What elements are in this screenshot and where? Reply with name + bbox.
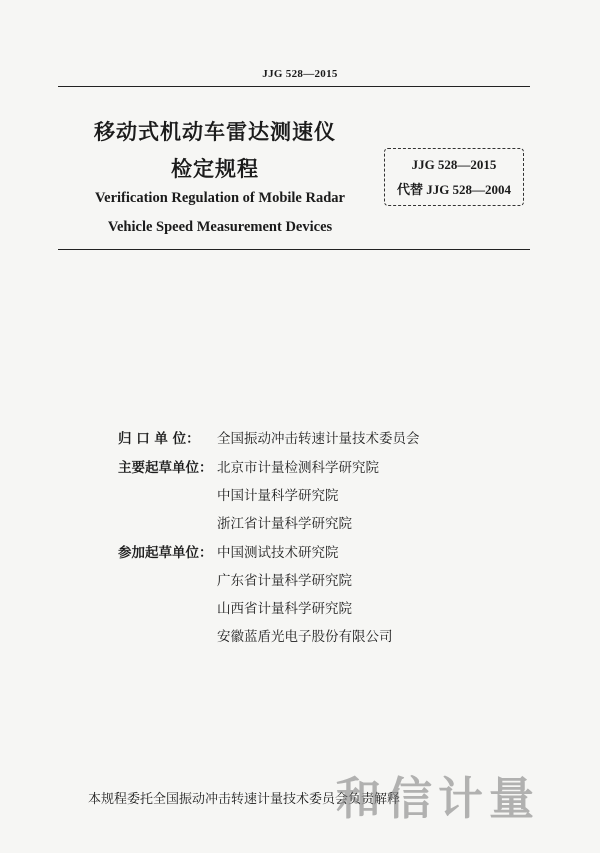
main-drafting-unit: 北京市计量检测科学研究院 [217,460,379,476]
main-drafting-label: 主要起草单位： [118,460,213,476]
main-drafting-unit: 中国计量科学研究院 [217,488,339,504]
responsible-unit: 全国振动冲击转速计量技术委员会 [217,431,420,447]
participating-unit: 中国测试技术研究院 [217,545,339,561]
title-en-line2: Vehicle Speed Measurement Devices [107,219,333,235]
replaces-code: 代替 JJG 528—2004 [396,182,512,197]
participating-label: 参加起草单位： [118,545,213,561]
top-rule [58,86,530,87]
participating-unit: 山西省计量科学研究院 [217,601,352,617]
main-drafting-unit: 浙江省计量科学研究院 [217,516,352,532]
footer-note: 本规程委托全国振动冲击转速计量技术委员会负责解释 [88,792,401,807]
header-standard-code: JJG 528—2015 [262,68,338,80]
standard-code-box [384,148,524,206]
participating-unit: 广东省计量科学研究院 [217,573,352,589]
title-cn-line2: 检定规程 [171,157,259,181]
participating-unit: 安徽蓝盾光电子股份有限公司 [217,629,393,645]
watermark-logo: 和信计量 [336,772,541,825]
title-en-line1: Verification Regulation of Mobile Radar [95,190,345,206]
title-cn-line1: 移动式机动车雷达测速仪 [94,120,336,144]
responsible-unit-label: 归 口 单 位： [118,431,200,447]
bottom-rule [58,249,530,250]
standard-code: JJG 528—2015 [411,157,497,172]
